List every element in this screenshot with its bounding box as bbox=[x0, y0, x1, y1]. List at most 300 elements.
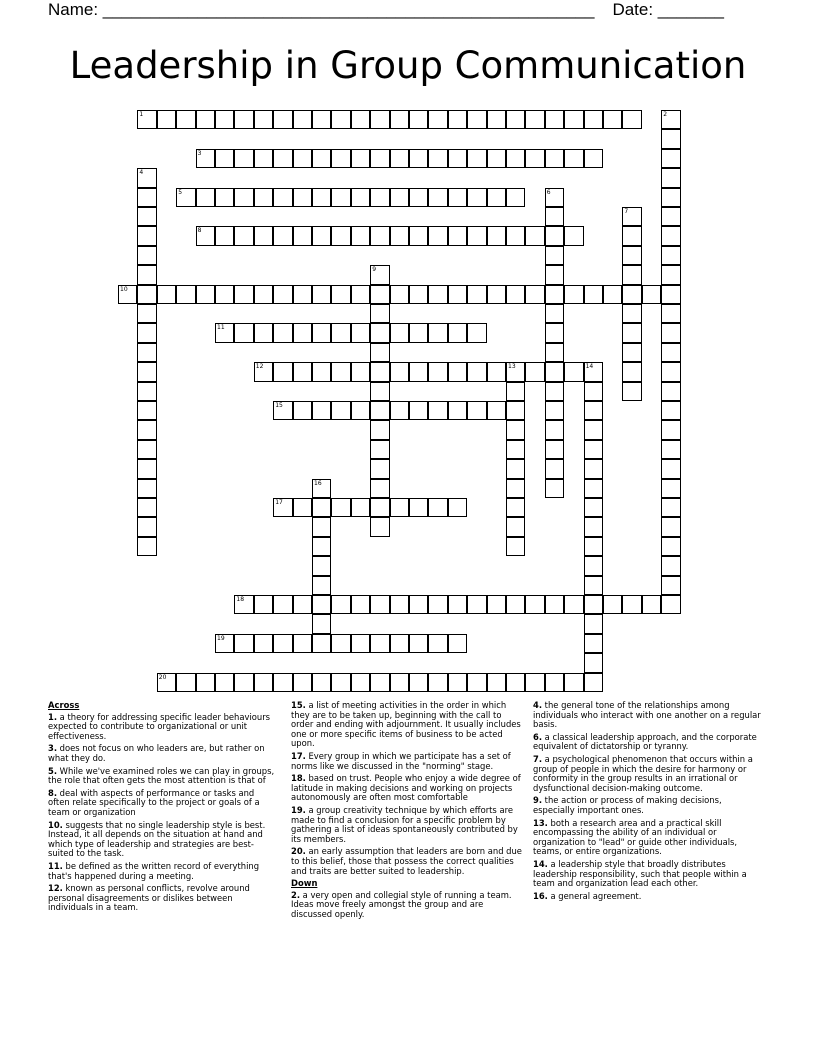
grid-cell[interactable] bbox=[409, 634, 428, 653]
grid-cell[interactable] bbox=[293, 188, 312, 207]
grid-cell[interactable] bbox=[273, 285, 292, 304]
grid-cell[interactable] bbox=[196, 285, 215, 304]
grid-cell[interactable] bbox=[351, 362, 370, 381]
grid-cell[interactable] bbox=[448, 149, 467, 168]
grid-cell[interactable] bbox=[370, 226, 389, 245]
grid-cell[interactable] bbox=[506, 595, 525, 614]
grid-cell[interactable] bbox=[312, 149, 331, 168]
grid-cell[interactable] bbox=[584, 149, 603, 168]
grid-cell[interactable] bbox=[428, 498, 447, 517]
grid-cell[interactable] bbox=[545, 265, 564, 284]
grid-cell[interactable] bbox=[351, 110, 370, 129]
grid-cell[interactable] bbox=[448, 595, 467, 614]
grid-cell[interactable] bbox=[390, 498, 409, 517]
grid-cell[interactable] bbox=[409, 673, 428, 692]
grid-cell[interactable] bbox=[584, 673, 603, 692]
grid-cell[interactable] bbox=[370, 285, 389, 304]
grid-cell[interactable] bbox=[545, 149, 564, 168]
grid-cell[interactable] bbox=[661, 207, 680, 226]
grid-cell[interactable] bbox=[409, 188, 428, 207]
grid-cell[interactable] bbox=[545, 207, 564, 226]
grid-cell[interactable] bbox=[525, 595, 544, 614]
grid-cell[interactable] bbox=[351, 323, 370, 342]
grid-cell[interactable] bbox=[448, 498, 467, 517]
grid-cell[interactable] bbox=[661, 479, 680, 498]
grid-cell[interactable] bbox=[428, 673, 447, 692]
grid-cell[interactable] bbox=[448, 634, 467, 653]
grid-cell[interactable] bbox=[506, 673, 525, 692]
grid-cell[interactable] bbox=[661, 149, 680, 168]
grid-cell[interactable] bbox=[390, 362, 409, 381]
grid-cell[interactable] bbox=[273, 498, 292, 517]
grid-cell[interactable] bbox=[506, 401, 525, 420]
grid-cell[interactable] bbox=[545, 285, 564, 304]
grid-cell[interactable] bbox=[545, 304, 564, 323]
grid-cell[interactable] bbox=[370, 323, 389, 342]
grid-cell[interactable] bbox=[622, 304, 641, 323]
grid-cell[interactable] bbox=[331, 188, 350, 207]
grid-cell[interactable] bbox=[428, 595, 447, 614]
grid-cell[interactable] bbox=[661, 576, 680, 595]
grid-cell[interactable] bbox=[118, 285, 137, 304]
grid-cell[interactable] bbox=[331, 149, 350, 168]
grid-cell[interactable] bbox=[293, 362, 312, 381]
grid-cell[interactable] bbox=[176, 673, 195, 692]
grid-cell[interactable] bbox=[390, 226, 409, 245]
grid-cell[interactable] bbox=[603, 595, 622, 614]
grid-cell[interactable] bbox=[467, 110, 486, 129]
grid-cell[interactable] bbox=[487, 401, 506, 420]
grid-cell[interactable] bbox=[137, 479, 156, 498]
grid-cell[interactable] bbox=[564, 673, 583, 692]
grid-cell[interactable] bbox=[254, 188, 273, 207]
grid-cell[interactable] bbox=[564, 110, 583, 129]
grid-cell[interactable] bbox=[254, 323, 273, 342]
grid-cell[interactable] bbox=[254, 362, 273, 381]
grid-cell[interactable] bbox=[525, 673, 544, 692]
grid-cell[interactable] bbox=[137, 265, 156, 284]
grid-cell[interactable] bbox=[312, 634, 331, 653]
grid-cell[interactable] bbox=[196, 226, 215, 245]
grid-cell[interactable] bbox=[661, 285, 680, 304]
grid-cell[interactable] bbox=[428, 149, 447, 168]
grid-cell[interactable] bbox=[428, 634, 447, 653]
grid-cell[interactable] bbox=[312, 576, 331, 595]
grid-cell[interactable] bbox=[584, 382, 603, 401]
grid-cell[interactable] bbox=[584, 459, 603, 478]
grid-cell[interactable] bbox=[370, 362, 389, 381]
grid-cell[interactable] bbox=[467, 401, 486, 420]
grid-cell[interactable] bbox=[370, 304, 389, 323]
grid-cell[interactable] bbox=[506, 110, 525, 129]
grid-cell[interactable] bbox=[622, 343, 641, 362]
grid-cell[interactable] bbox=[157, 673, 176, 692]
grid-cell[interactable] bbox=[137, 420, 156, 439]
grid-cell[interactable] bbox=[137, 285, 156, 304]
grid-cell[interactable] bbox=[390, 595, 409, 614]
grid-cell[interactable] bbox=[196, 188, 215, 207]
grid-cell[interactable] bbox=[351, 401, 370, 420]
grid-cell[interactable] bbox=[312, 673, 331, 692]
grid-cell[interactable] bbox=[370, 265, 389, 284]
grid-cell[interactable] bbox=[137, 304, 156, 323]
grid-cell[interactable] bbox=[661, 401, 680, 420]
grid-cell[interactable] bbox=[370, 440, 389, 459]
grid-cell[interactable] bbox=[467, 362, 486, 381]
grid-cell[interactable] bbox=[293, 285, 312, 304]
grid-cell[interactable] bbox=[312, 401, 331, 420]
grid-cell[interactable] bbox=[370, 595, 389, 614]
grid-cell[interactable] bbox=[273, 226, 292, 245]
grid-cell[interactable] bbox=[506, 420, 525, 439]
grid-cell[interactable] bbox=[331, 595, 350, 614]
grid-cell[interactable] bbox=[467, 285, 486, 304]
grid-cell[interactable] bbox=[254, 634, 273, 653]
grid-cell[interactable] bbox=[622, 226, 641, 245]
grid-cell[interactable] bbox=[584, 479, 603, 498]
grid-cell[interactable] bbox=[661, 517, 680, 536]
grid-cell[interactable] bbox=[331, 401, 350, 420]
grid-cell[interactable] bbox=[661, 168, 680, 187]
grid-cell[interactable] bbox=[661, 556, 680, 575]
grid-cell[interactable] bbox=[622, 362, 641, 381]
grid-cell[interactable] bbox=[661, 226, 680, 245]
grid-cell[interactable] bbox=[584, 110, 603, 129]
grid-cell[interactable] bbox=[545, 382, 564, 401]
grid-cell[interactable] bbox=[661, 459, 680, 478]
grid-cell[interactable] bbox=[273, 110, 292, 129]
grid-cell[interactable] bbox=[234, 595, 253, 614]
grid-cell[interactable] bbox=[584, 614, 603, 633]
grid-cell[interactable] bbox=[390, 634, 409, 653]
grid-cell[interactable] bbox=[487, 226, 506, 245]
grid-cell[interactable] bbox=[661, 440, 680, 459]
grid-cell[interactable] bbox=[409, 285, 428, 304]
grid-cell[interactable] bbox=[234, 673, 253, 692]
grid-cell[interactable] bbox=[525, 285, 544, 304]
grid-cell[interactable] bbox=[312, 226, 331, 245]
grid-cell[interactable] bbox=[428, 110, 447, 129]
grid-cell[interactable] bbox=[428, 285, 447, 304]
grid-cell[interactable] bbox=[584, 653, 603, 672]
grid-cell[interactable] bbox=[564, 595, 583, 614]
grid-cell[interactable] bbox=[293, 595, 312, 614]
grid-cell[interactable] bbox=[584, 362, 603, 381]
grid-cell[interactable] bbox=[428, 226, 447, 245]
grid-cell[interactable] bbox=[661, 265, 680, 284]
grid-cell[interactable] bbox=[157, 110, 176, 129]
grid-cell[interactable] bbox=[137, 440, 156, 459]
grid-cell[interactable] bbox=[351, 498, 370, 517]
grid-cell[interactable] bbox=[370, 634, 389, 653]
grid-cell[interactable] bbox=[137, 382, 156, 401]
grid-cell[interactable] bbox=[448, 188, 467, 207]
grid-cell[interactable] bbox=[661, 304, 680, 323]
grid-cell[interactable] bbox=[622, 110, 641, 129]
grid-cell[interactable] bbox=[331, 673, 350, 692]
grid-cell[interactable] bbox=[487, 673, 506, 692]
grid-cell[interactable] bbox=[293, 110, 312, 129]
grid-cell[interactable] bbox=[564, 362, 583, 381]
grid-cell[interactable] bbox=[661, 595, 680, 614]
grid-cell[interactable] bbox=[234, 188, 253, 207]
grid-cell[interactable] bbox=[331, 634, 350, 653]
grid-cell[interactable] bbox=[351, 149, 370, 168]
grid-cell[interactable] bbox=[506, 498, 525, 517]
grid-cell[interactable] bbox=[428, 323, 447, 342]
grid-cell[interactable] bbox=[390, 323, 409, 342]
grid-cell[interactable] bbox=[409, 149, 428, 168]
grid-cell[interactable] bbox=[584, 440, 603, 459]
grid-cell[interactable] bbox=[661, 343, 680, 362]
grid-cell[interactable] bbox=[584, 285, 603, 304]
grid-cell[interactable] bbox=[584, 595, 603, 614]
grid-cell[interactable] bbox=[545, 110, 564, 129]
grid-cell[interactable] bbox=[409, 498, 428, 517]
grid-cell[interactable] bbox=[390, 149, 409, 168]
grid-cell[interactable] bbox=[545, 479, 564, 498]
grid-cell[interactable] bbox=[390, 285, 409, 304]
grid-cell[interactable] bbox=[584, 537, 603, 556]
grid-cell[interactable] bbox=[584, 498, 603, 517]
grid-cell[interactable] bbox=[448, 323, 467, 342]
grid-cell[interactable] bbox=[622, 207, 641, 226]
grid-cell[interactable] bbox=[293, 401, 312, 420]
grid-cell[interactable] bbox=[273, 362, 292, 381]
grid-cell[interactable] bbox=[312, 595, 331, 614]
grid-cell[interactable] bbox=[196, 149, 215, 168]
grid-cell[interactable] bbox=[293, 498, 312, 517]
grid-cell[interactable] bbox=[137, 537, 156, 556]
grid-cell[interactable] bbox=[545, 343, 564, 362]
grid-cell[interactable] bbox=[351, 673, 370, 692]
grid-cell[interactable] bbox=[157, 285, 176, 304]
grid-cell[interactable] bbox=[545, 595, 564, 614]
grid-cell[interactable] bbox=[545, 323, 564, 342]
grid-cell[interactable] bbox=[409, 362, 428, 381]
grid-cell[interactable] bbox=[312, 614, 331, 633]
grid-cell[interactable] bbox=[196, 110, 215, 129]
grid-cell[interactable] bbox=[545, 188, 564, 207]
grid-cell[interactable] bbox=[622, 285, 641, 304]
grid-cell[interactable] bbox=[467, 673, 486, 692]
grid-cell[interactable] bbox=[234, 285, 253, 304]
grid-cell[interactable] bbox=[331, 323, 350, 342]
grid-cell[interactable] bbox=[622, 265, 641, 284]
grid-cell[interactable] bbox=[506, 226, 525, 245]
grid-cell[interactable] bbox=[331, 226, 350, 245]
grid-cell[interactable] bbox=[273, 634, 292, 653]
grid-cell[interactable] bbox=[603, 110, 622, 129]
grid-cell[interactable] bbox=[331, 285, 350, 304]
grid-cell[interactable] bbox=[137, 110, 156, 129]
grid-cell[interactable] bbox=[564, 226, 583, 245]
grid-cell[interactable] bbox=[293, 673, 312, 692]
grid-cell[interactable] bbox=[370, 382, 389, 401]
grid-cell[interactable] bbox=[487, 285, 506, 304]
grid-cell[interactable] bbox=[312, 323, 331, 342]
grid-cell[interactable] bbox=[661, 323, 680, 342]
grid-cell[interactable] bbox=[312, 556, 331, 575]
grid-cell[interactable] bbox=[215, 188, 234, 207]
grid-cell[interactable] bbox=[448, 226, 467, 245]
grid-cell[interactable] bbox=[487, 362, 506, 381]
grid-cell[interactable] bbox=[293, 634, 312, 653]
grid-cell[interactable] bbox=[409, 110, 428, 129]
grid-cell[interactable] bbox=[351, 226, 370, 245]
grid-cell[interactable] bbox=[622, 323, 641, 342]
grid-cell[interactable] bbox=[525, 226, 544, 245]
grid-cell[interactable] bbox=[409, 595, 428, 614]
grid-cell[interactable] bbox=[564, 149, 583, 168]
grid-cell[interactable] bbox=[254, 673, 273, 692]
grid-cell[interactable] bbox=[642, 595, 661, 614]
grid-cell[interactable] bbox=[467, 226, 486, 245]
grid-cell[interactable] bbox=[273, 149, 292, 168]
grid-cell[interactable] bbox=[137, 207, 156, 226]
grid-cell[interactable] bbox=[603, 285, 622, 304]
grid-cell[interactable] bbox=[370, 673, 389, 692]
grid-cell[interactable] bbox=[506, 459, 525, 478]
grid-cell[interactable] bbox=[584, 634, 603, 653]
grid-cell[interactable] bbox=[525, 149, 544, 168]
grid-cell[interactable] bbox=[467, 149, 486, 168]
grid-cell[interactable] bbox=[370, 498, 389, 517]
grid-cell[interactable] bbox=[137, 168, 156, 187]
grid-cell[interactable] bbox=[215, 323, 234, 342]
grid-cell[interactable] bbox=[254, 149, 273, 168]
grid-cell[interactable] bbox=[215, 673, 234, 692]
grid-cell[interactable] bbox=[234, 634, 253, 653]
grid-cell[interactable] bbox=[390, 188, 409, 207]
grid-cell[interactable] bbox=[487, 595, 506, 614]
grid-cell[interactable] bbox=[545, 420, 564, 439]
grid-cell[interactable] bbox=[351, 285, 370, 304]
grid-cell[interactable] bbox=[448, 285, 467, 304]
grid-cell[interactable] bbox=[390, 110, 409, 129]
grid-cell[interactable] bbox=[254, 110, 273, 129]
grid-cell[interactable] bbox=[428, 188, 447, 207]
grid-cell[interactable] bbox=[661, 129, 680, 148]
grid-cell[interactable] bbox=[448, 110, 467, 129]
grid-cell[interactable] bbox=[409, 401, 428, 420]
grid-cell[interactable] bbox=[331, 498, 350, 517]
grid-cell[interactable] bbox=[370, 188, 389, 207]
grid-cell[interactable] bbox=[351, 188, 370, 207]
grid-cell[interactable] bbox=[487, 188, 506, 207]
grid-cell[interactable] bbox=[584, 420, 603, 439]
grid-cell[interactable] bbox=[312, 188, 331, 207]
grid-cell[interactable] bbox=[545, 459, 564, 478]
grid-cell[interactable] bbox=[273, 673, 292, 692]
grid-cell[interactable] bbox=[370, 479, 389, 498]
grid-cell[interactable] bbox=[370, 343, 389, 362]
grid-cell[interactable] bbox=[467, 595, 486, 614]
grid-cell[interactable] bbox=[409, 226, 428, 245]
grid-cell[interactable] bbox=[293, 149, 312, 168]
grid-cell[interactable] bbox=[215, 226, 234, 245]
grid-cell[interactable] bbox=[234, 323, 253, 342]
grid-cell[interactable] bbox=[137, 498, 156, 517]
grid-cell[interactable] bbox=[137, 459, 156, 478]
grid-cell[interactable] bbox=[312, 285, 331, 304]
grid-cell[interactable] bbox=[622, 595, 641, 614]
grid-cell[interactable] bbox=[545, 401, 564, 420]
grid-cell[interactable] bbox=[196, 673, 215, 692]
grid-cell[interactable] bbox=[584, 401, 603, 420]
grid-cell[interactable] bbox=[545, 362, 564, 381]
grid-cell[interactable] bbox=[176, 188, 195, 207]
grid-cell[interactable] bbox=[370, 517, 389, 536]
grid-cell[interactable] bbox=[448, 673, 467, 692]
grid-cell[interactable] bbox=[545, 440, 564, 459]
grid-cell[interactable] bbox=[506, 285, 525, 304]
grid-cell[interactable] bbox=[137, 362, 156, 381]
grid-cell[interactable] bbox=[467, 323, 486, 342]
grid-cell[interactable] bbox=[409, 323, 428, 342]
grid-cell[interactable] bbox=[176, 285, 195, 304]
grid-cell[interactable] bbox=[506, 440, 525, 459]
grid-cell[interactable] bbox=[351, 634, 370, 653]
grid-cell[interactable] bbox=[622, 382, 641, 401]
grid-cell[interactable] bbox=[370, 110, 389, 129]
grid-cell[interactable] bbox=[545, 226, 564, 245]
grid-cell[interactable] bbox=[487, 149, 506, 168]
grid-cell[interactable] bbox=[312, 517, 331, 536]
grid-cell[interactable] bbox=[584, 576, 603, 595]
grid-cell[interactable] bbox=[137, 517, 156, 536]
grid-cell[interactable] bbox=[506, 479, 525, 498]
grid-cell[interactable] bbox=[273, 595, 292, 614]
grid-cell[interactable] bbox=[137, 343, 156, 362]
grid-cell[interactable] bbox=[506, 149, 525, 168]
grid-cell[interactable] bbox=[545, 673, 564, 692]
grid-cell[interactable] bbox=[312, 498, 331, 517]
grid-cell[interactable] bbox=[176, 110, 195, 129]
grid-cell[interactable] bbox=[661, 188, 680, 207]
grid-cell[interactable] bbox=[661, 382, 680, 401]
grid-cell[interactable] bbox=[506, 362, 525, 381]
grid-cell[interactable] bbox=[642, 285, 661, 304]
grid-cell[interactable] bbox=[293, 323, 312, 342]
grid-cell[interactable] bbox=[370, 401, 389, 420]
grid-cell[interactable] bbox=[584, 556, 603, 575]
grid-cell[interactable] bbox=[448, 401, 467, 420]
grid-cell[interactable] bbox=[234, 226, 253, 245]
grid-cell[interactable] bbox=[234, 149, 253, 168]
grid-cell[interactable] bbox=[331, 362, 350, 381]
grid-cell[interactable] bbox=[390, 401, 409, 420]
grid-cell[interactable] bbox=[545, 246, 564, 265]
grid-cell[interactable] bbox=[254, 226, 273, 245]
grid-cell[interactable] bbox=[273, 188, 292, 207]
grid-cell[interactable] bbox=[370, 420, 389, 439]
grid-cell[interactable] bbox=[525, 110, 544, 129]
grid-cell[interactable] bbox=[137, 188, 156, 207]
grid-cell[interactable] bbox=[661, 110, 680, 129]
grid-cell[interactable] bbox=[506, 517, 525, 536]
grid-cell[interactable] bbox=[273, 401, 292, 420]
grid-cell[interactable] bbox=[215, 110, 234, 129]
grid-cell[interactable] bbox=[506, 382, 525, 401]
grid-cell[interactable] bbox=[506, 537, 525, 556]
grid-cell[interactable] bbox=[370, 459, 389, 478]
grid-cell[interactable] bbox=[137, 323, 156, 342]
grid-cell[interactable] bbox=[351, 595, 370, 614]
grid-cell[interactable] bbox=[312, 362, 331, 381]
grid-cell[interactable] bbox=[467, 188, 486, 207]
grid-cell[interactable] bbox=[137, 246, 156, 265]
